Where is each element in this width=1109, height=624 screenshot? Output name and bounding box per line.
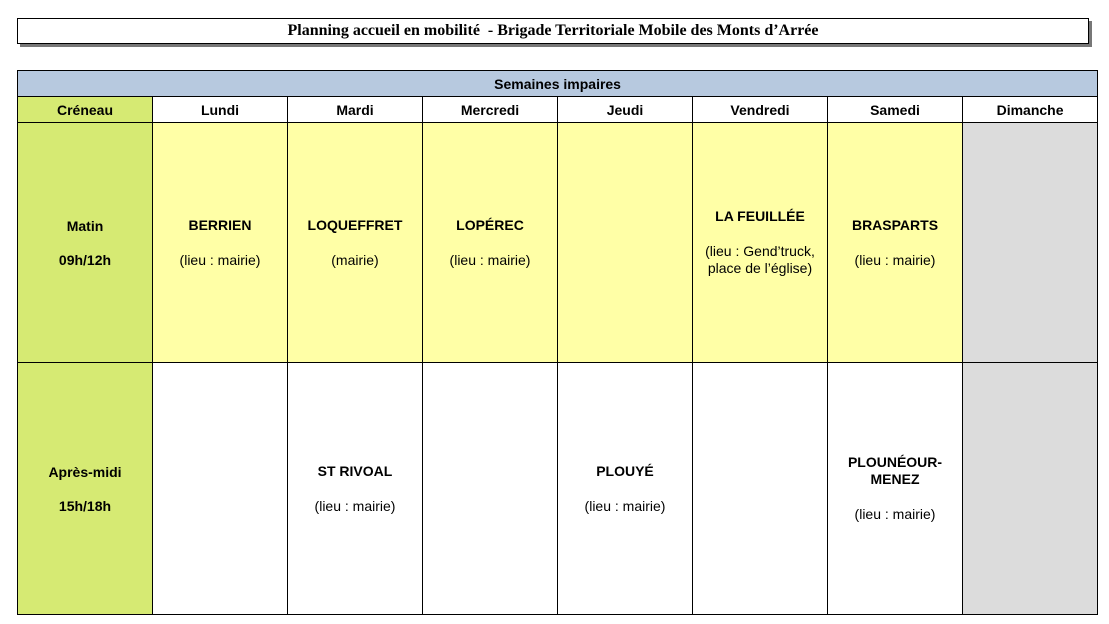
schedule-cell (153, 363, 288, 615)
slot-row-matin (18, 123, 1098, 363)
schedule-cell (558, 363, 693, 615)
town-name: BRASPARTS (851, 216, 939, 233)
place-label: (lieu : mairie) (449, 251, 531, 268)
page-title: Planning accueil en mobilité - Brigade Territoriale Mobile des Monts d’Arrée (17, 18, 1089, 44)
schedule-cell-closed (963, 123, 1098, 363)
town-name: PLOUNÉOUR-MENEZ (847, 454, 943, 487)
slot-label-apres-midi (18, 363, 153, 615)
town-name: BERRIEN (188, 216, 252, 233)
creneau-header: Créneau (18, 97, 153, 123)
town-name: PLOUYÉ (596, 462, 654, 479)
schedule-cell-closed (963, 363, 1098, 615)
place-label: (lieu : mairie) (584, 497, 666, 514)
schedule-cell (288, 123, 423, 363)
schedule-cell (288, 363, 423, 615)
slot-name: Après-midi (48, 463, 122, 480)
schedule-cell (828, 363, 963, 615)
schedule-cell (828, 123, 963, 363)
town-name: LA FEUILLÉE (715, 208, 805, 224)
day-header-mardi: Mardi (288, 97, 423, 123)
day-header-dimanche: Dimanche (963, 97, 1098, 123)
day-header-vendredi: Vendredi (693, 97, 828, 123)
schedule-cell (153, 123, 288, 363)
slot-row-apres-midi (18, 363, 1098, 615)
day-header-jeudi: Jeudi (558, 97, 693, 123)
place-label: (lieu : mairie) (854, 506, 936, 522)
place-label: (lieu : mairie) (179, 251, 261, 268)
slot-name: Matin (66, 217, 104, 234)
place-label: (lieu : Gend’truck, place de l’église) (705, 243, 815, 276)
slot-hours: 15h/18h (58, 497, 112, 514)
day-header-row (18, 97, 1098, 123)
town-name: LOPÉREC (456, 216, 524, 233)
week-header-row (18, 71, 1098, 97)
slot-hours: 09h/12h (58, 251, 112, 268)
day-header-samedi: Samedi (828, 97, 963, 123)
place-label: (lieu : mairie) (314, 497, 396, 514)
schedule-cell (558, 123, 693, 363)
town-name: ST RIVOAL (317, 462, 393, 479)
place-label: (lieu : mairie) (854, 251, 936, 268)
schedule-cell (423, 363, 558, 615)
place-label: (mairie) (331, 251, 379, 268)
town-name: LOQUEFFRET (307, 216, 403, 233)
week-label: Semaines impaires (18, 71, 1098, 97)
slot-label-matin (18, 123, 153, 363)
schedule-cell (693, 123, 828, 363)
day-header-mercredi: Mercredi (423, 97, 558, 123)
planning-table (17, 70, 1098, 615)
schedule-cell (693, 363, 828, 615)
schedule-cell (423, 123, 558, 363)
day-header-lundi: Lundi (153, 97, 288, 123)
